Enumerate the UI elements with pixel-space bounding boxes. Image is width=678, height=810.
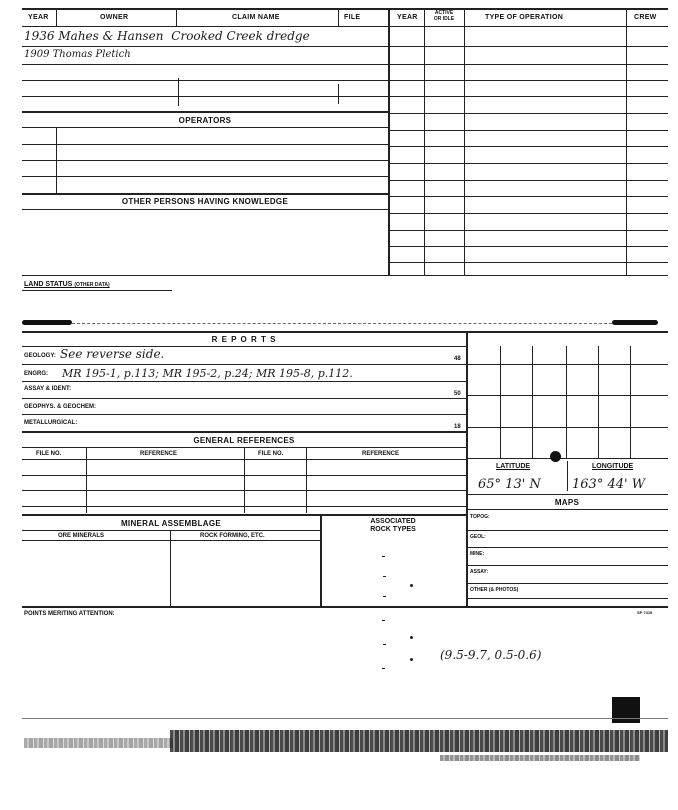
separator-mark-left <box>22 320 72 325</box>
center-divider <box>388 8 390 276</box>
geology-label: GEOLOGY: <box>24 353 56 359</box>
engrg-value: MR 195-1, p.113; MR 195-2, p.24; MR 195-8, p.112. <box>62 367 353 380</box>
entry-2: 1909 Thomas Pletich <box>24 49 131 60</box>
separator-mark-right <box>612 320 658 325</box>
other-persons-label: OTHER PERSONS HAVING KNOWLEDGE <box>121 197 289 206</box>
maps-title: MAPS <box>554 498 580 507</box>
land-status-label: LAND STATUS (OTHER DATA) <box>24 281 110 288</box>
header-year: YEAR <box>28 14 49 21</box>
header-type-of-operation: TYPE OF OPERATION <box>485 14 564 21</box>
points-note: (9.5-9.7, 0.5-0.6) <box>440 648 542 662</box>
points-meriting-attention-label: POINTS MERITING ATTENTION: <box>24 611 115 617</box>
operators-label: OPERATORS <box>178 116 232 125</box>
scan-dots <box>380 548 420 678</box>
latitude-value: 65° 13' N <box>478 477 541 492</box>
longitude-label: LONGITUDE <box>592 463 634 470</box>
general-references-title: GENERAL REFERENCES <box>193 436 295 445</box>
scan-smear <box>170 730 668 752</box>
header-file: FILE <box>344 14 361 21</box>
longitude-value: 163° 44' W <box>572 477 646 492</box>
header-crew: CREW <box>634 14 657 21</box>
header-op-year: YEAR <box>397 14 418 21</box>
header-bottom-border <box>22 26 668 27</box>
assay-label: ASSAY & IDENT: <box>24 386 72 392</box>
engrg-label: ENGRG: <box>24 371 48 377</box>
header-active-or-idle: ACTIVE OR IDLE <box>433 10 455 22</box>
geology-value: See reverse side. <box>60 347 165 361</box>
metallurgical-label: METALLURGICAL: <box>24 420 78 426</box>
mineral-assemblage-title: MINERAL ASSEMBLAGE <box>120 519 222 528</box>
geophys-label: GEOPHYS. & GEOCHEM: <box>24 404 97 410</box>
reports-title: R E P O R T S <box>211 335 277 344</box>
scan-black-square <box>612 697 640 723</box>
entry-1: 1936 Mahes & Hansen Crooked Creek dredge <box>24 29 310 43</box>
header-claim-name: CLAIM NAME <box>232 14 280 21</box>
form-number: SP 7315 <box>637 610 653 615</box>
header-owner: OWNER <box>100 14 129 21</box>
associated-rock-types: ASSOCIATED ROCK TYPES <box>370 518 416 533</box>
corner-dot <box>550 451 561 462</box>
latitude-label: LATITUDE <box>496 463 531 470</box>
top-border <box>22 8 668 10</box>
